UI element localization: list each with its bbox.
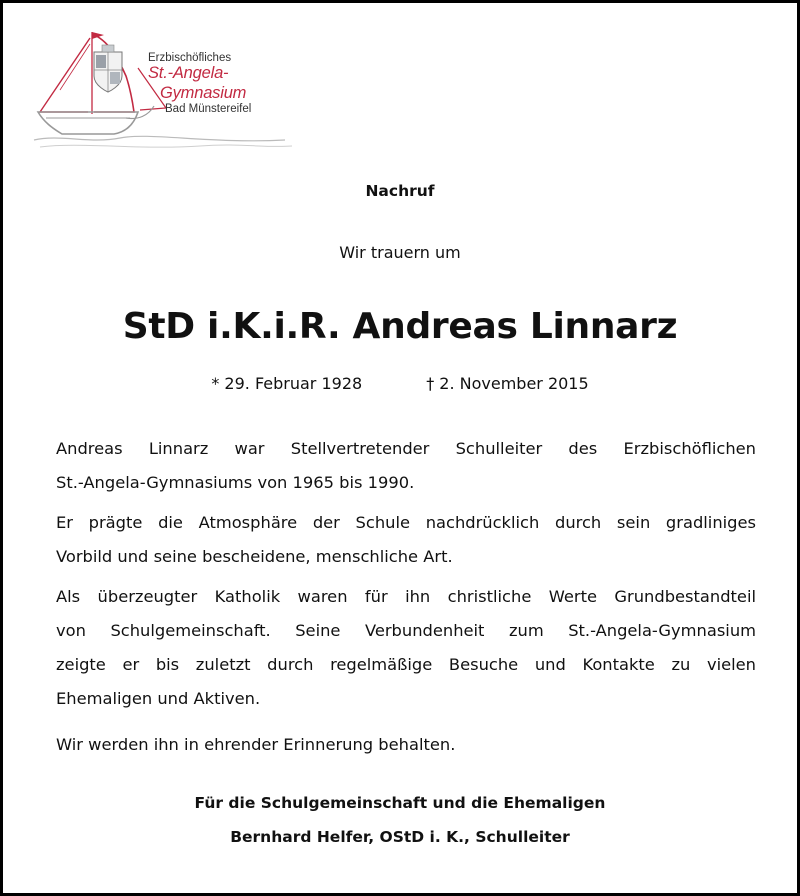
deceased-name: StD i.K.i.R. Andreas Linnarz: [122, 306, 678, 347]
logo-line-2: St.-Angela-: [148, 64, 229, 82]
notice-header: Nachruf: [365, 182, 435, 200]
paragraph-1: [56, 432, 756, 500]
paragraph-3: [56, 580, 756, 716]
logo-line-3: Gymnasium: [160, 84, 247, 102]
paragraph-line: St.-Angela-Gymnasiums von 1965 bis 1990.: [56, 473, 415, 492]
paragraph-line: Andreas Linnarz war Stellvertretender Schulleiter des Erzbischöflichen: [56, 439, 756, 458]
paragraph-line: Als überzeugter Katholik waren für ihn christliche Werte Grundbestandteil: [56, 587, 756, 606]
paragraph-line: Er prägte die Atmosphäre der Schule nachdrücklich durch sein gradliniges: [56, 513, 756, 532]
coat-of-arms-icon: [94, 45, 122, 92]
paragraph-line: Ehemaligen und Aktiven.: [56, 689, 261, 708]
logo-line-1: Erzbischöfliches: [148, 52, 232, 64]
paragraph-line: Vorbild und seine bescheidene, menschliche Art.: [56, 547, 453, 566]
paragraph-4: [56, 728, 756, 762]
paragraph-line: von Schulgemeinschaft. Seine Verbundenheit zum St.-Angela-Gymnasium: [56, 621, 756, 640]
mourning-line: Wir trauern um: [339, 243, 461, 262]
life-dates: [0, 374, 800, 393]
death-date: † 2. November 2015: [426, 374, 589, 393]
logo-line-4: Bad Münstereifel: [165, 103, 252, 115]
signature-line-1: Für die Schulgemeinschaft und die Ehemaligen: [194, 794, 606, 812]
birth-date: * 29. Februar 1928: [211, 374, 363, 393]
paragraph-line: zeigte er bis zuletzt durch regelmäßige Besuche und Kontakte zu vielen: [56, 655, 756, 674]
paragraph-2: [56, 506, 756, 574]
paragraph-line: Wir werden ihn in ehrender Erinnerung behalten.: [56, 735, 456, 754]
signature-line-2: Bernhard Helfer, OStD i. K., Schulleiter: [230, 828, 570, 846]
